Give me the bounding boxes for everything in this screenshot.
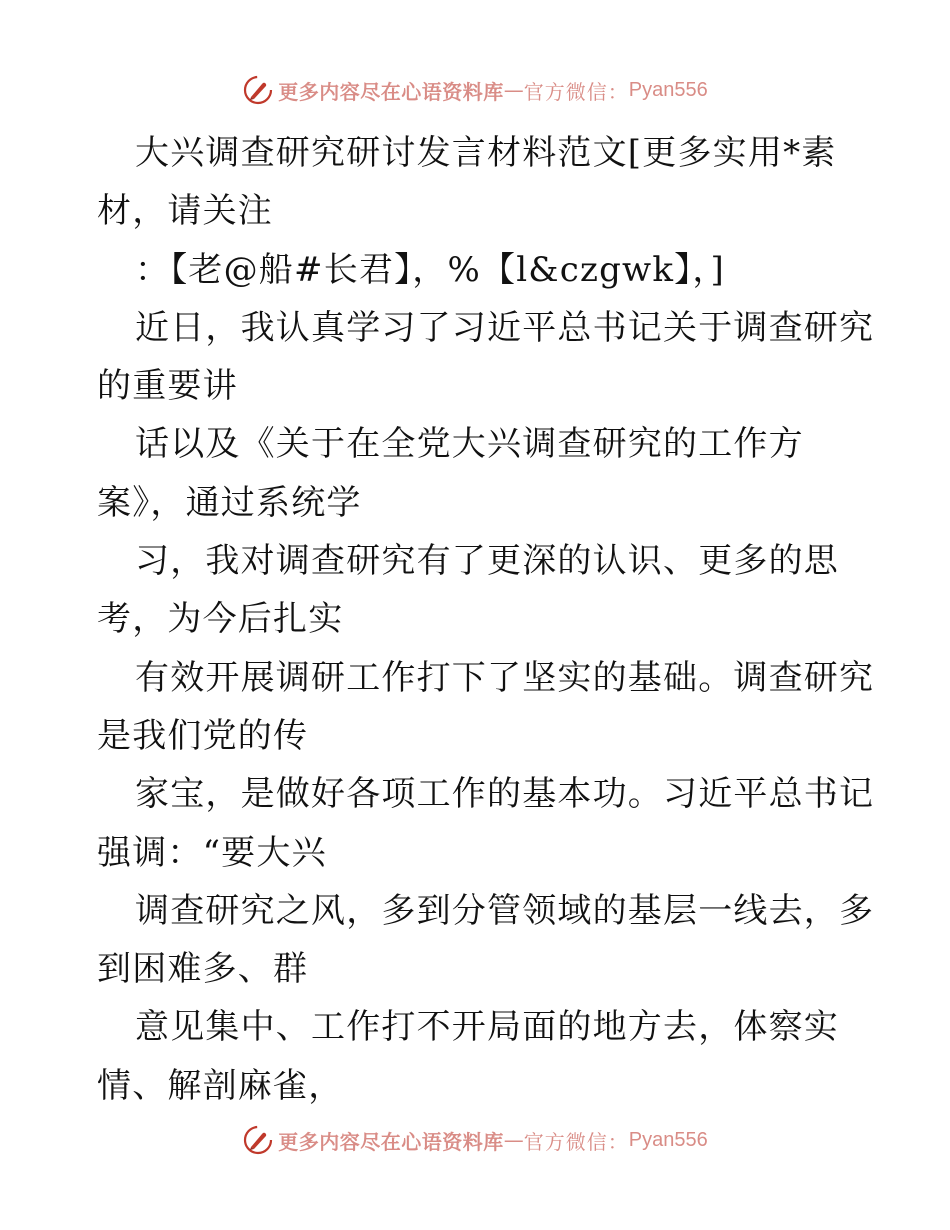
footer-watermark <box>0 1122 950 1158</box>
body-line-16: 意见集中、工作打不开局面的地方去，体察实 <box>135 1007 839 1048</box>
body-line-10: 有效开展调研工作打下了坚实的基础。调查研究 <box>135 657 875 698</box>
pen-circle-icon <box>242 74 274 106</box>
header-wechat-id: Pyan556 <box>628 78 708 101</box>
body-line-3: ：【老@船#长君】，%【l&czgwk】，] <box>135 249 726 290</box>
body-line-11: 是我们党的传 <box>97 715 309 756</box>
document-body <box>97 124 877 1115</box>
body-line-17: 情、解剖麻雀， <box>97 1065 344 1106</box>
body-line-12: 家宝，是做好各项工作的基本功。习近平总书记 <box>135 774 875 815</box>
header-official-label: 官方微信： <box>523 79 629 104</box>
body-line-8: 习，我对调查研究有了更深的认识、更多的思 <box>135 541 839 582</box>
body-line-6: 话以及《关于在全党大兴调查研究的工作方 <box>135 424 804 465</box>
footer-dash: — <box>503 1128 524 1152</box>
footer-brand-text: 更多内容尽在心语资料库 <box>278 1129 504 1154</box>
header-brand-text: 更多内容尽在心语资料库 <box>278 79 504 104</box>
body-line-2: 材，请关注 <box>97 191 273 232</box>
pen-circle-icon <box>242 1124 274 1156</box>
header-watermark <box>0 72 950 108</box>
body-line-1: 大兴调查研究研讨发言材料范文[更多实用*素 <box>135 133 837 173</box>
body-line-14: 调查研究之风，多到分管领域的基层一线去，多 <box>135 890 875 931</box>
footer-official-label: 官方微信： <box>523 1129 629 1154</box>
body-line-5: 的重要讲 <box>97 366 238 407</box>
body-line-13: 强调：“要大兴 <box>97 832 327 873</box>
body-line-7: 案》，通过系统学 <box>97 482 362 523</box>
header-dash: — <box>503 78 524 102</box>
body-line-15: 到困难多、群 <box>97 949 309 990</box>
body-line-4: 近日，我认真学习了习近平总书记关于调查研究 <box>135 307 875 348</box>
footer-wechat-id: Pyan556 <box>628 1128 708 1151</box>
body-line-9: 考，为今后扎实 <box>97 599 344 640</box>
